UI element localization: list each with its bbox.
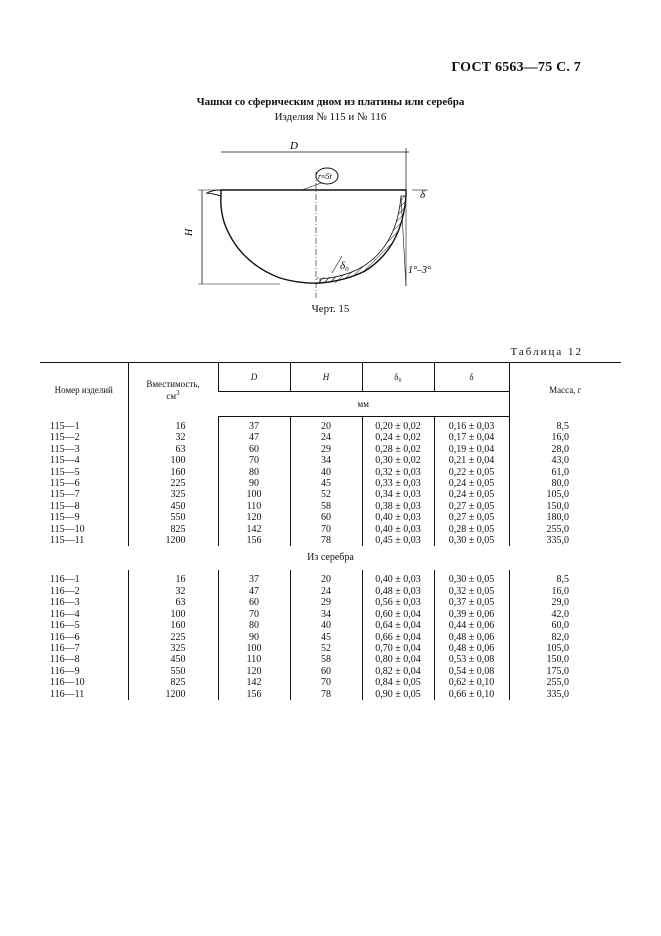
table-caption: Таблица 12 [510, 346, 583, 358]
table-cell: 0,40 ± 0,03 [362, 574, 434, 585]
header-capacity: Вместимость, $см^3$ [128, 363, 218, 417]
table-cell: 0,60 ± 0,04 [362, 609, 434, 620]
table-cell: 116—5 [50, 620, 80, 632]
table-row [40, 432, 621, 443]
table-cell: 70 [290, 677, 362, 688]
table-cell: 175,0 [509, 666, 621, 677]
table-cell: 20 [290, 421, 362, 432]
table-cell: 255,0 [509, 677, 621, 688]
table-cell: 116—3 [50, 597, 80, 609]
table-cell: 100 [128, 455, 218, 466]
table-cell: 52 [290, 643, 362, 654]
table-cell: 0,17 ± 0,04 [434, 432, 509, 443]
table-cell: 0,22 ± 0,05 [434, 467, 509, 478]
table-cell: 34 [290, 455, 362, 466]
table-cell: 120 [218, 512, 290, 523]
table-row [40, 666, 621, 677]
table-cell: 63 [128, 597, 218, 608]
table-cell: 116—6 [50, 631, 80, 643]
header-mass: Масса, г [509, 363, 621, 417]
table-cell: 0,48 ± 0,06 [434, 643, 509, 654]
table-row [40, 489, 621, 500]
header-number: Номер изделий [40, 363, 128, 417]
table-cell: 100 [218, 489, 290, 500]
table-cell: 0,66 ± 0,04 [362, 632, 434, 643]
table-cell: 70 [218, 609, 290, 620]
table-row [40, 524, 621, 535]
table-cell: 115—3 [50, 443, 80, 455]
table-row [40, 512, 621, 523]
table-cell: 60 [290, 666, 362, 677]
table-cell: 0,40 ± 0,03 [362, 524, 434, 535]
label-delta0: δ₀ [340, 260, 349, 272]
table-cell: 0,28 ± 0,05 [434, 524, 509, 535]
table-row [40, 677, 621, 688]
table-row [40, 643, 621, 654]
section-title: Чашки со сферическим дном из платины или серебра [196, 96, 465, 108]
table-cell: 63 [128, 444, 218, 455]
table-cell: 0,90 ± 0,05 [362, 689, 434, 700]
table-cell: 0,64 ± 0,04 [362, 620, 434, 631]
header-mm: мм [218, 392, 509, 417]
table-cell: 450 [128, 654, 218, 665]
table-row [40, 455, 621, 466]
table-cell: 0,38 ± 0,03 [362, 501, 434, 512]
table-row [40, 444, 621, 455]
table-cell: 82,0 [509, 632, 621, 643]
label-radius: r≈5t [318, 172, 332, 181]
table-row [40, 609, 621, 620]
table-row [40, 620, 621, 631]
table-cell: 225 [128, 478, 218, 489]
table-cell: 0,54 ± 0,08 [434, 666, 509, 677]
table-cell: 325 [128, 643, 218, 654]
table-cell: 29 [290, 444, 362, 455]
table-cell: 60 [290, 512, 362, 523]
table-cell: 142 [218, 524, 290, 535]
table-cell: 29 [290, 597, 362, 608]
table-cell: 16 [128, 421, 218, 432]
table-cell: 0,62 ± 0,10 [434, 677, 509, 688]
table-cell: 115—2 [50, 432, 80, 444]
table-cell: 0,16 ± 0,03 [434, 421, 509, 432]
data-table [40, 362, 621, 700]
table-cell: 43,0 [509, 455, 621, 466]
table-cell: 45 [290, 632, 362, 643]
table-cell: 42,0 [509, 609, 621, 620]
table-cell: 110 [218, 654, 290, 665]
table-cell: 0,30 ± 0,05 [434, 574, 509, 585]
table-cell: 0,70 ± 0,04 [362, 643, 434, 654]
table-cell: 115—9 [50, 512, 80, 524]
table-cell: 8,5 [509, 574, 621, 585]
table-cell: 16,0 [509, 432, 621, 443]
section-silver: Из серебра [307, 552, 354, 564]
table-cell: 105,0 [509, 489, 621, 500]
bottom-section [316, 277, 338, 283]
table-cell: 32 [128, 432, 218, 443]
cup-contour [221, 190, 406, 283]
table-cell: 0,37 ± 0,05 [434, 597, 509, 608]
table-cell: 28,0 [509, 444, 621, 455]
header-delta0: δ₀ [362, 363, 434, 392]
table-cell: 116—8 [50, 654, 80, 666]
table-cell: 0,21 ± 0,04 [434, 455, 509, 466]
table-cell: 110 [218, 501, 290, 512]
table-cell: 16 [128, 574, 218, 585]
wall-section [320, 196, 406, 283]
table-cell: 0,40 ± 0,03 [362, 512, 434, 523]
table-cell: 80 [218, 620, 290, 631]
table-cell: 115—10 [50, 523, 85, 535]
table-cell: 335,0 [509, 689, 621, 700]
table-cell: 1200 [128, 535, 218, 546]
table-cell: 0,32 ± 0,03 [362, 467, 434, 478]
table-cell: 58 [290, 501, 362, 512]
table-cell: 0,30 ± 0,02 [362, 455, 434, 466]
table-cell: 0,33 ± 0,03 [362, 478, 434, 489]
table-row [40, 632, 621, 643]
table-row [40, 586, 621, 597]
table-cell: 335,0 [509, 535, 621, 546]
table-cell: 8,5 [509, 421, 621, 432]
table-cell: 0,34 ± 0,03 [362, 489, 434, 500]
table-cell: 0,80 ± 0,04 [362, 654, 434, 665]
header-d: D [218, 363, 290, 392]
table-cell: 0,27 ± 0,05 [434, 512, 509, 523]
spout [207, 190, 221, 196]
table-cell: 0,24 ± 0,05 [434, 478, 509, 489]
table-cell: 115—1 [50, 421, 80, 432]
table-cell: 116—10 [50, 677, 85, 689]
table-cell: 142 [218, 677, 290, 688]
table-cell: 0,53 ± 0,08 [434, 654, 509, 665]
table-cell: 0,30 ± 0,05 [434, 535, 509, 546]
table-cell: 825 [128, 524, 218, 535]
table-cell: 1200 [128, 689, 218, 700]
table-cell: 0,28 ± 0,02 [362, 444, 434, 455]
table-cell: 150,0 [509, 654, 621, 665]
table-cell: 60 [218, 597, 290, 608]
table-cell: 40 [290, 467, 362, 478]
table-cell: 0,48 ± 0,03 [362, 586, 434, 597]
table-cell: 37 [218, 574, 290, 585]
table-cell: 115—7 [50, 489, 80, 501]
table-cell: 825 [128, 677, 218, 688]
table-cell: 116—7 [50, 642, 80, 654]
table-cell: 20 [290, 574, 362, 585]
section-subtitle: Изделия № 115 и № 116 [274, 111, 387, 123]
table-cell: 60,0 [509, 620, 621, 631]
table-row [40, 467, 621, 478]
table-cell: 0,45 ± 0,03 [362, 535, 434, 546]
label-angle: 1°–3° [408, 265, 431, 276]
header-delta: δ [434, 363, 509, 392]
table-cell: 115—8 [50, 500, 80, 512]
label-delta: δ [420, 189, 426, 201]
table-cell: 116—9 [50, 665, 80, 677]
platinum-rows [40, 417, 621, 547]
table-cell: 0,66 ± 0,10 [434, 689, 509, 700]
table-cell: 156 [218, 535, 290, 546]
table-cell: 80 [218, 467, 290, 478]
table-cell: 61,0 [509, 467, 621, 478]
table-row [40, 501, 621, 512]
table-cell: 24 [290, 432, 362, 443]
table-cell: 45 [290, 478, 362, 489]
table-cell: 70 [218, 455, 290, 466]
table-cell: 180,0 [509, 512, 621, 523]
table-cell: 0,84 ± 0,05 [362, 677, 434, 688]
table-cell: 34 [290, 609, 362, 620]
table-row [40, 654, 621, 665]
table-cell: 115—6 [50, 478, 80, 490]
table-cell: 0,44 ± 0,06 [434, 620, 509, 631]
table-cell: 78 [290, 535, 362, 546]
table-cell: 100 [218, 643, 290, 654]
cup-drawing [180, 138, 450, 300]
table-row [40, 597, 621, 608]
table-cell: 29,0 [509, 597, 621, 608]
table-cell: 550 [128, 512, 218, 523]
table-cell: 24 [290, 586, 362, 597]
table-cell: 0,48 ± 0,06 [434, 632, 509, 643]
data-table-wrapper [40, 362, 621, 700]
table-row [40, 535, 621, 546]
table-cell: 47 [218, 586, 290, 597]
table-cell: 58 [290, 654, 362, 665]
table-cell: 37 [218, 421, 290, 432]
table-cell: 150,0 [509, 501, 621, 512]
table-cell: 0,39 ± 0,06 [434, 609, 509, 620]
table-cell: 47 [218, 432, 290, 443]
table-cell: 115—11 [50, 535, 85, 547]
table-cell: 0,24 ± 0,05 [434, 489, 509, 500]
table-cell: 0,32 ± 0,05 [434, 586, 509, 597]
table-cell: 450 [128, 501, 218, 512]
table-cell: 116—1 [50, 574, 80, 586]
table-cell: 115—4 [50, 455, 80, 467]
table-cell: 0,82 ± 0,04 [362, 666, 434, 677]
table-cell: 70 [290, 524, 362, 535]
label-h: H [184, 228, 195, 236]
table-cell: 40 [290, 620, 362, 631]
table-cell: 52 [290, 489, 362, 500]
table-cell: 90 [218, 478, 290, 489]
page-header: ГОСТ 6563—75 С. 7 [451, 60, 581, 75]
table-row [40, 689, 621, 700]
table-cell: 116—11 [50, 688, 85, 700]
table-cell: 32 [128, 586, 218, 597]
table-cell: 160 [128, 467, 218, 478]
label-d: D [290, 140, 298, 152]
figure-caption: Черт. 15 [311, 303, 350, 315]
table-cell: 60 [218, 444, 290, 455]
table-row [40, 478, 621, 489]
table-cell: 16,0 [509, 586, 621, 597]
table-cell: 116—2 [50, 585, 80, 597]
table-cell: 115—5 [50, 466, 80, 478]
table-cell: 255,0 [509, 524, 621, 535]
table-row [40, 574, 621, 585]
table-cell: 0,24 ± 0,02 [362, 432, 434, 443]
table-cell: 80,0 [509, 478, 621, 489]
table-cell: 325 [128, 489, 218, 500]
table-cell: 105,0 [509, 643, 621, 654]
table-cell: 100 [128, 609, 218, 620]
table-row [40, 421, 621, 432]
table-cell: 120 [218, 666, 290, 677]
table-cell: 0,19 ± 0,04 [434, 444, 509, 455]
table-cell: 0,20 ± 0,02 [362, 421, 434, 432]
table-cell: 90 [218, 632, 290, 643]
table-cell: 0,27 ± 0,05 [434, 501, 509, 512]
table-cell: 78 [290, 689, 362, 700]
table-cell: 116—4 [50, 608, 80, 620]
silver-rows [40, 570, 621, 699]
table-cell: 160 [128, 620, 218, 631]
table-cell: 0,56 ± 0,03 [362, 597, 434, 608]
table-cell: 225 [128, 632, 218, 643]
header-h: H [290, 363, 362, 392]
table-cell: 156 [218, 689, 290, 700]
table-cell: 550 [128, 666, 218, 677]
